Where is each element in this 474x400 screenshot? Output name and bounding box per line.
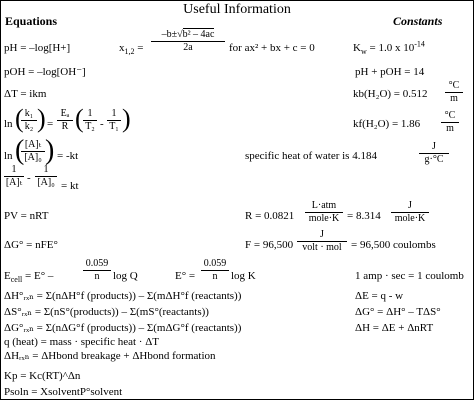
kf-constant: kf(H₂O) = 1.86 xyxy=(353,118,421,130)
kb-units: °C m xyxy=(445,81,463,104)
enthalpy-reaction: ΔH°ᵣₓₙ = Σ(nΔH°f (products)) – Σ(mΔH°f (reactants)) xyxy=(4,290,242,302)
enthalpy-relation: ΔH = ΔE + ΔnRT xyxy=(355,322,434,334)
ph-equation: pH = –log[H+] xyxy=(4,42,71,54)
quadratic-condition: for ax² + bx + c = 0 xyxy=(229,42,315,54)
raoults-law: Psoln = XsolventP°solvent xyxy=(4,386,123,398)
kb-constant: kb(H₂O) = 0.512 xyxy=(353,88,428,100)
quadratic-equals: = xyxy=(137,42,144,54)
kp-kc-relation: Kp = Kc(RT)^Δn xyxy=(4,370,81,382)
freezing-point-equation: ΔT = ikm xyxy=(4,88,47,100)
quadratic-discriminant: b² – 4ac xyxy=(182,29,215,40)
sheet-title: Useful Information xyxy=(183,2,291,17)
poh-equation: pOH = –log[OH⁻] xyxy=(4,66,86,78)
quadratic-x: x xyxy=(119,42,125,54)
ph-poh-sum: pH + pOH = 14 xyxy=(355,66,425,78)
constants-heading: Constants xyxy=(393,14,443,28)
quadratic-subscript: 1,2 xyxy=(124,47,135,57)
gibbs-relation: ΔG° = ΔH° – TΔS° xyxy=(355,306,441,318)
equations-heading: Equations xyxy=(5,14,58,28)
gibbs-reaction: ΔG°ᵣₓₙ = Σ(nΔG°f (products)) – Σ(mΔG°f (reactants)) xyxy=(4,322,242,334)
ideal-gas-law: PV = nRT xyxy=(4,210,49,222)
sqrt-icon: √ xyxy=(177,29,183,40)
bond-enthalpy: ΔHᵣₓₙ = ΔHbond breakage + ΔHbond formation xyxy=(4,350,216,362)
internal-energy: ΔE = q - w xyxy=(355,290,404,302)
gibbs-electrochem: ΔG° = nFE° xyxy=(4,239,58,251)
amp-coulomb: 1 amp · sec = 1 coulomb xyxy=(355,270,464,282)
quadratic-numerator-b: –b± xyxy=(161,29,178,40)
heat-equation: q (heat) = mass · specific heat · ΔT xyxy=(4,336,159,348)
quadratic-fraction xyxy=(151,30,225,53)
kw-constant: $K_w = 1.0$ x $10^{-14}$ xyxy=(353,39,425,57)
specific-heat-units: J g·°C xyxy=(419,142,449,165)
kf-units: °C m xyxy=(441,111,459,134)
entropy-reaction: ΔS°ᵣₓₙ = Σ(nS°(products)) – Σ(mS°(reactants)) xyxy=(4,306,209,318)
quadratic-denominator: 2a xyxy=(183,42,193,53)
useful-information-sheet: Useful Information Equations Constants pH = –log[H+] $x_{1,2}$ = –b±√b² – 4ac 2a for ax² + bx + c = 0 $K_w = 1.0$ x $10^{-14}$ pOH = –log[OH⁻] pH + pOH = 14 ΔT = ikm kb(H₂O) = 0.512 °C m ln ( k₁ k₂ ) = Eₐ R ( 1 T₂ - 1 T₁ ) kf(H₂O) = 1.86 °C m ln ( [A]ₜ [A]₀ ) = -kt specific heat of water is 4.184 J g·°C 1 [A]ₜ - 1 [A]₀ = kt PV = nRT R = 0.0821 L·atm mole·K = 8.314 J mole·K ΔG° = nFE° F = 96,500 J volt · mol = 96,500 coulombs $E_{cell} = E^\circ$ – 0.059 n log Q E° = 0.059 n log K 1 amp · sec = 1 coulomb ΔH°ᵣₓₙ = Σ(nΔH°f (products)) – Σ(mΔH°f (reactants)) ΔE = q - w ΔS°ᵣₓₙ = Σ(nS°(products)) – Σ(mS°(reactants)) ΔG° = ΔH° – TΔS° ΔG°ᵣₓₙ = Σ(nΔG°f (products)) – Σ(mΔG°f (reactants)) ΔH = ΔE + ΔnRT q (heat) = mass · specific heat · ΔT ΔHᵣₓₙ = ΔHbond breakage + ΔHbond formation Kp = Kc(RT)^Δn Psoln = XsolventP°solvent xyxy=(0,0,474,400)
specific-heat-water: specific heat of water is 4.184 xyxy=(245,150,377,162)
